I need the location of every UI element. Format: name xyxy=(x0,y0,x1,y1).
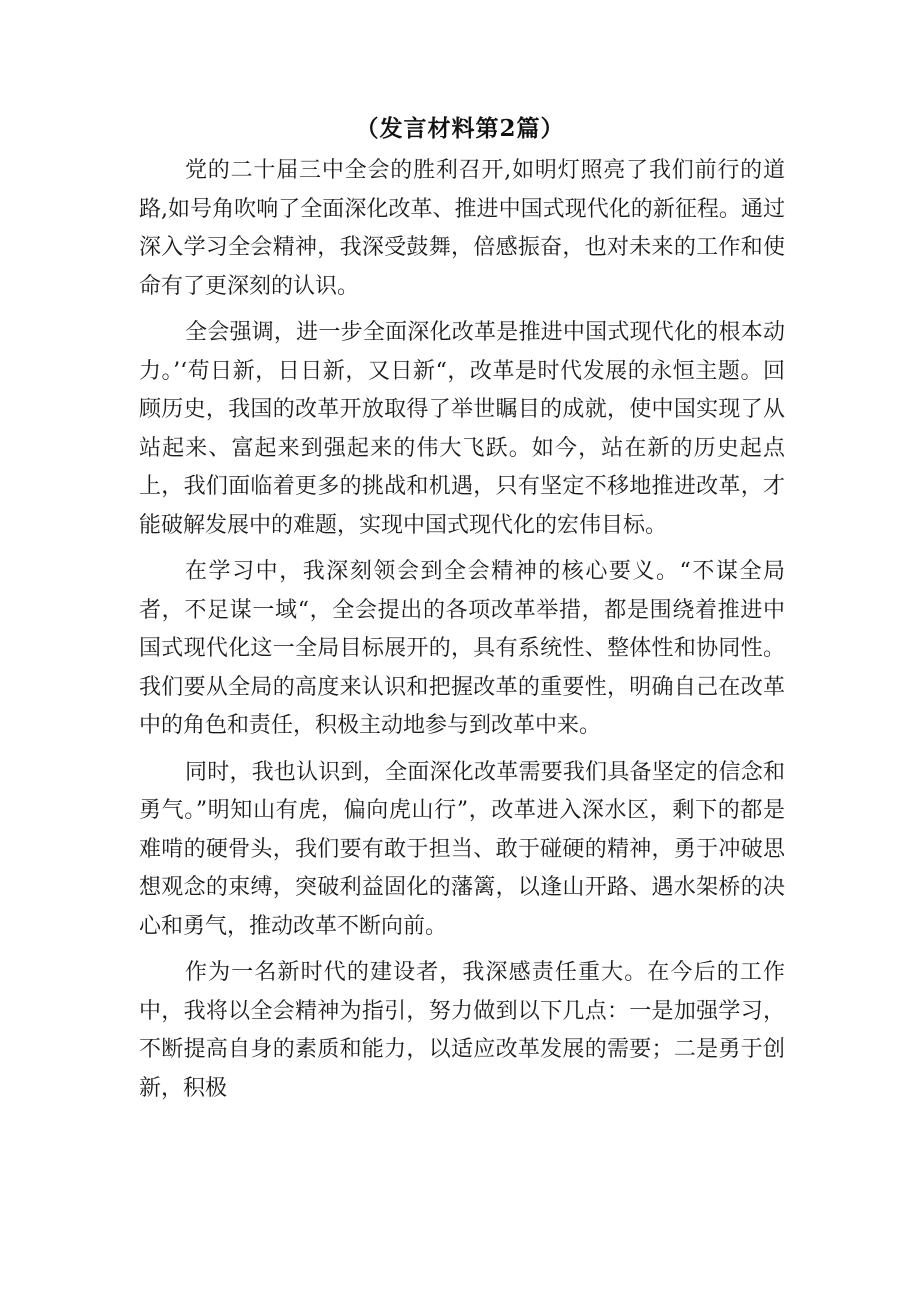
document-title: （发言材料第2篇） xyxy=(355,115,565,142)
paragraph-2: 全会强调，进一步全面深化改革是推进中国式现代化的根本动力。’‘苟日新，日日新，又日新“，改革是时代发展的永恒主题。回顾历史，我国的改革开放取得了举世瞩目的成就，使中国实现了从站起来、富起来到强起来的伟大飞跃。如今，站在新的历史起点上，我们面临着更多的挑战和机遇，只有坚定不移地推进改革，才能破解发展中的难题，实现中国式现代化的宏伟目标。 xyxy=(139,320,785,538)
paragraph-1: 党的二十届三中全会的胜利召开,如明灯照亮了我们前行的道路,如号角吹响了全面深化改革、推进中国式现代化的新征程。通过深入学习全会精神，我深受鼓舞，倍感振奋，也对未来的工作和使命有了更深刻的认识。 xyxy=(139,158,785,299)
paragraph-3: 在学习中，我深刻领会到全会精神的核心要义。“不谋全局者，不足谋一域“，全会提出的各项改革举措，都是围绕着推进中国式现代化这一全局目标展开的，具有系统性、整体性和协同性。我们要从全局的高度来认识和把握改革的重要性，明确自己在改革中的角色和责任，积极主动地参与到改革中来。 xyxy=(139,559,785,738)
paragraph-5: 作为一名新时代的建设者，我深感责任重大。在今后的工作中，我将以全会精神为指引，努力做到以下几点：一是加强学习，不断提高自身的素质和能力，以适应改革发展的需要；二是勇于创新，积极 xyxy=(139,960,785,1101)
paragraph-4: 同时，我也认识到，全面深化改革需要我们具备坚定的信念和勇气。”明知山有虎，偏向虎山行”，改革进入深水区，剩下的都是难啃的硬骨头，我们要有敢于担当、敢于碰硬的精神，勇于冲破思想观念的束缚，突破利益固化的藩篱，以逢山开路、遇水架桥的决心和勇气，推动改革不断向前。 xyxy=(139,759,785,939)
document-body xyxy=(139,152,785,1116)
